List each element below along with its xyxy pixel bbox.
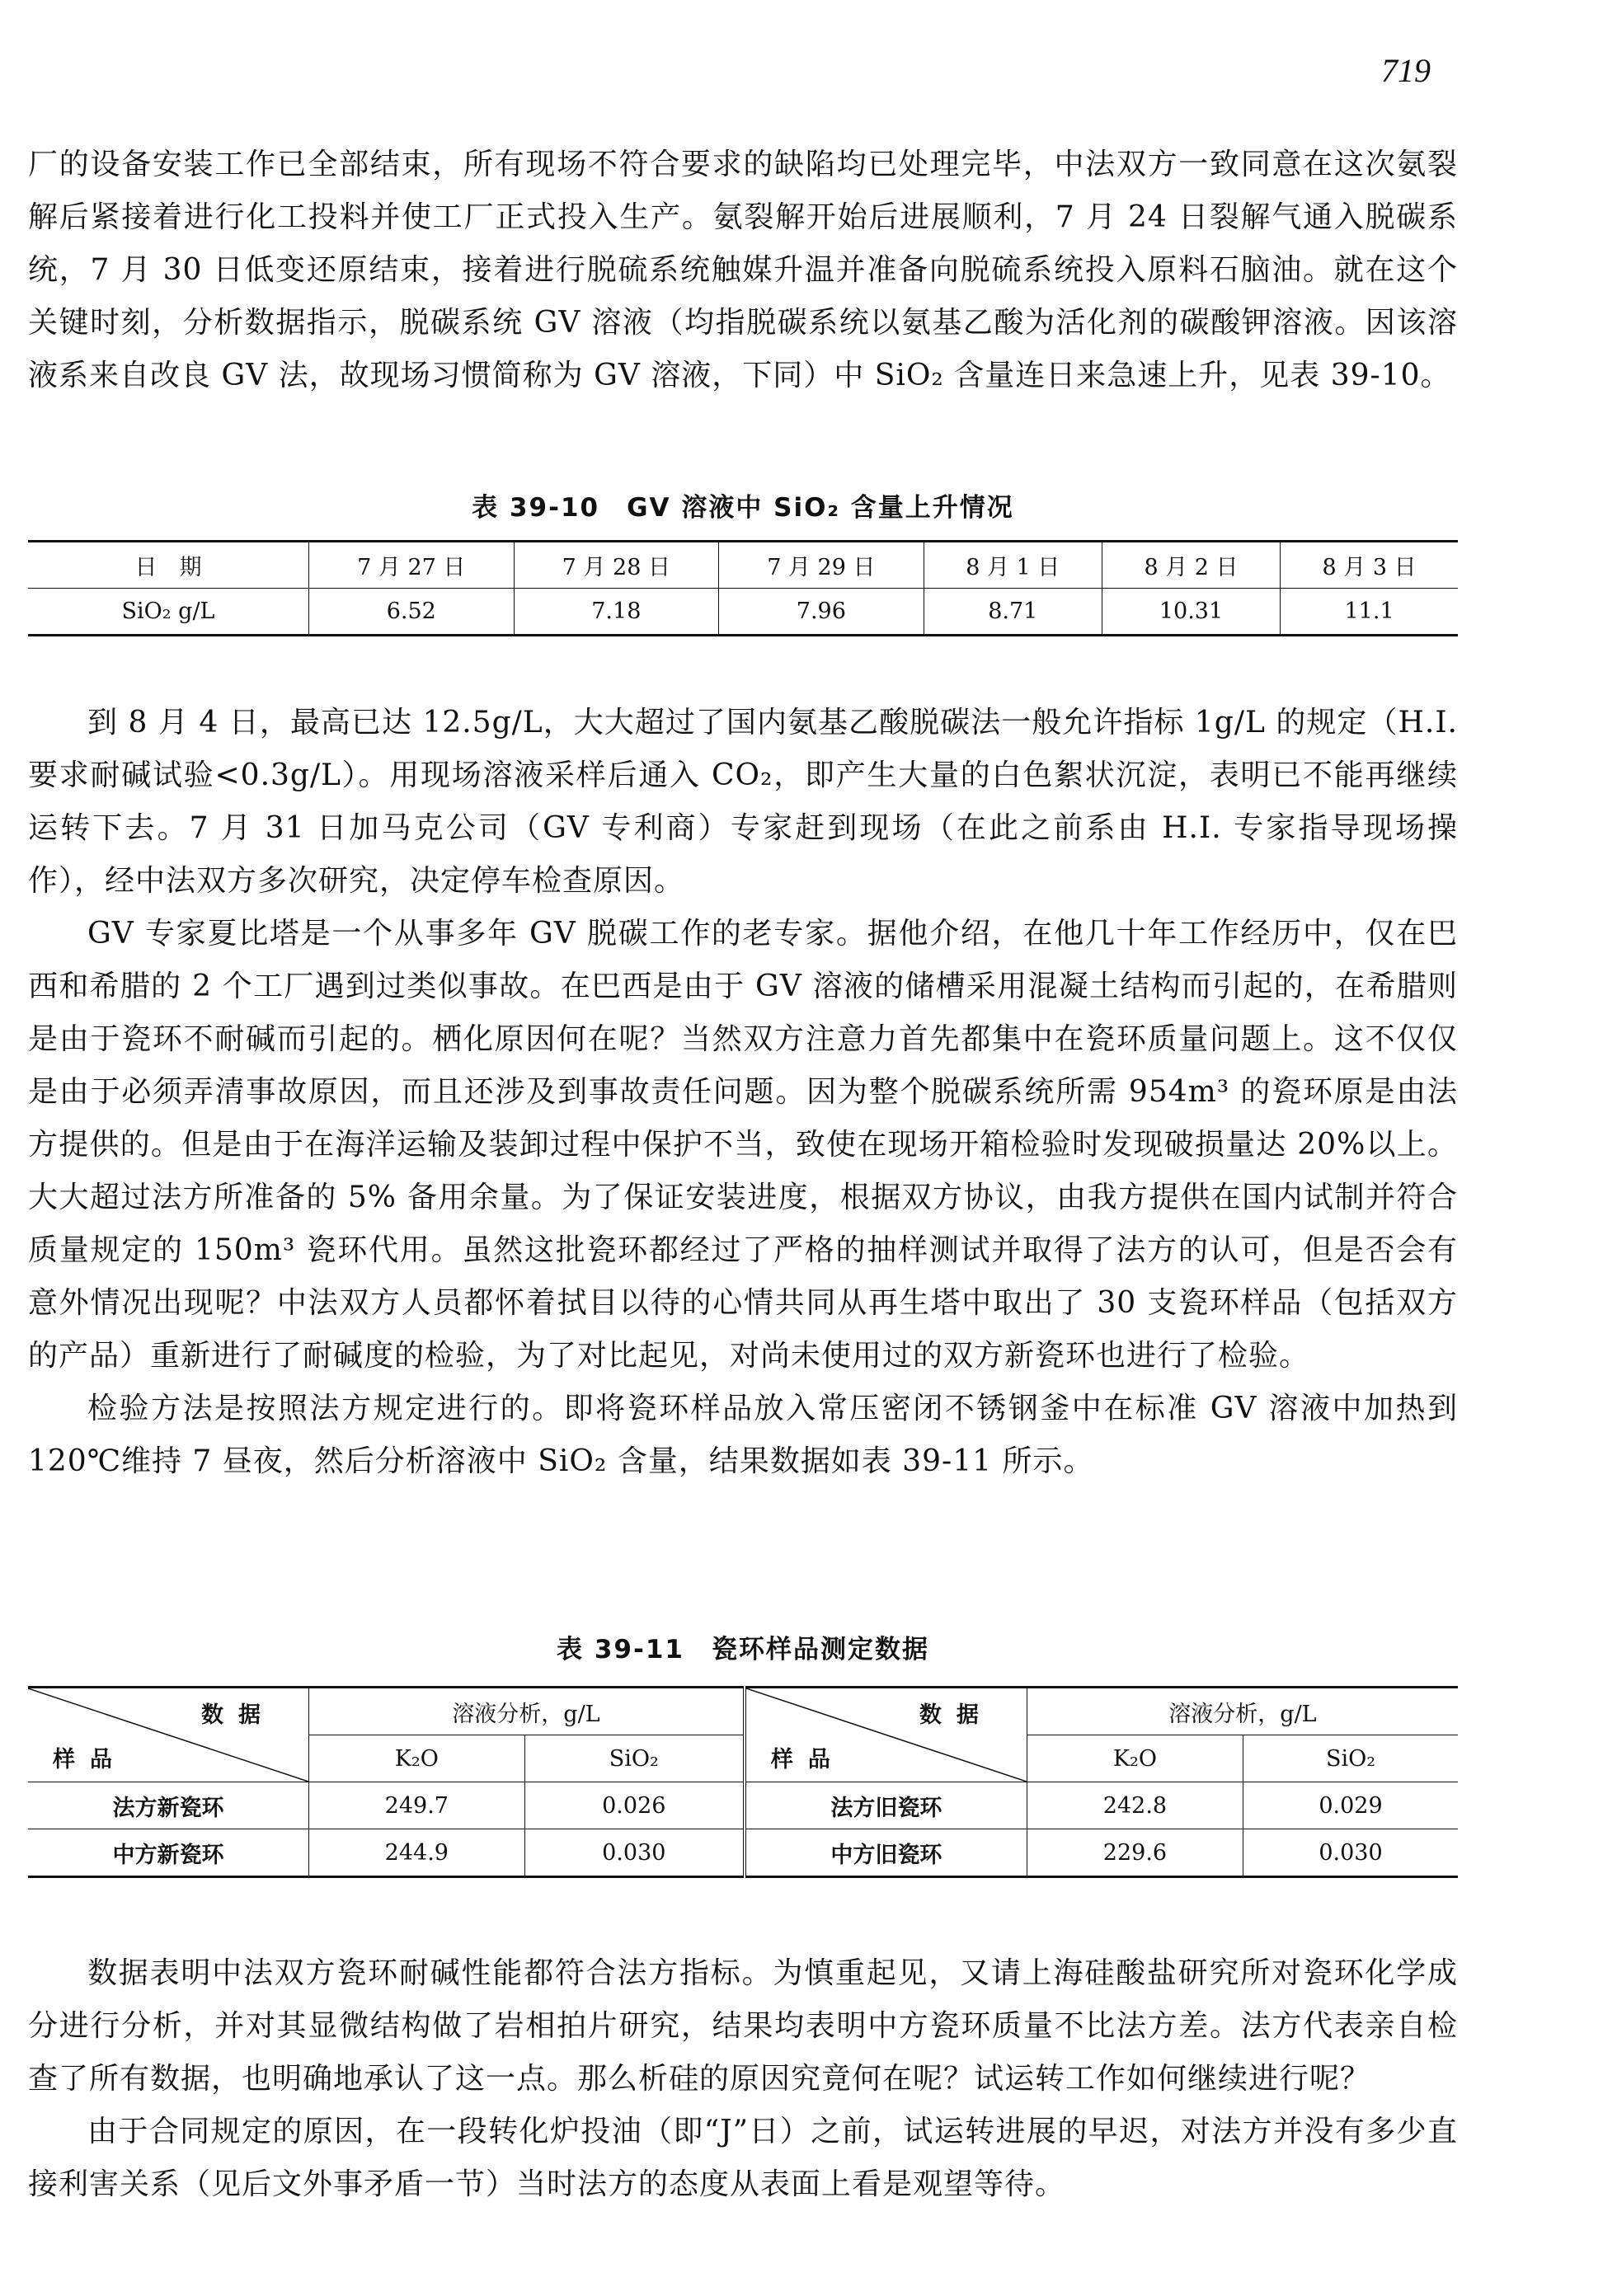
- value-cell: 8.71: [924, 589, 1102, 636]
- k2o-value: 242.8: [1027, 1782, 1243, 1829]
- sample-label: 中方旧瓷环: [745, 1829, 1027, 1877]
- corner-bottom-label: 样品: [770, 1747, 845, 1772]
- value-cell: 7.96: [719, 589, 924, 636]
- table-39-11-caption: 表 39-11 瓷环样品测定数据: [557, 1635, 929, 1664]
- corner-header-left: [28, 1688, 309, 1782]
- paragraph-text: 到 8 月 4 日，最高已达 12.5g/L，大大超过了国内氨基乙酸脱碳法一般允许指标 1g/L 的规定（H.I. 要求耐碱试验<0.3g/L）。用现场溶液采样后通入 CO₂，即产生大量的白色絮状沉淀，表明已不能再继续运转下去。7 月 31 日加马克公司（GV 专利商）专家赶到现场（在此之前系由 H.I. 专家指导现场操作），经中法双方多次研究，决定停车检查原因。: [28, 706, 1458, 898]
- date-cell: 8 月 2 日: [1102, 542, 1280, 589]
- sio2-value: 0.030: [1243, 1829, 1459, 1877]
- paragraph-text: GV 专家夏比塔是一个从事多年 GV 脱碳工作的老专家。据他介绍，在他几十年工作经历中，仅在巴西和希腊的 2 个工厂遇到过类似事故。在巴西是由于 GV 溶液的储槽采用混凝土结构而引起的，在希腊则是由于瓷环不耐碱而引起的。栖化原因何在呢？当然双方注意力首先都集中在瓷环质量问题上。这不仅仅是由于必须弄清事故原因，而且还涉及到事故责任问题。因为整个脱碳系统所需 954m³ 的瓷环原是由法方提供的。但是由于在海洋运输及装卸过程中保护不当，致使在现场开箱检验时发现破损量达 20%以上。大大超过法方所准备的 5% 备用余量。为了保证安装进度，根据双方协议，由我方提供在国内试制并符合质量规定的 150m³ 瓷环代用。虽然这批瓷环都经过了严格的抽样测试并取得了法方的认可，但是否会有意外情况出现呢？中法双方人员都怀着拭目以待的心情共同从再生塔中取出了 30 支瓷环样品（包括双方的产品）重新进行了耐碱度的检验，为了对比起见，对尚未使用过的双方新瓷环也进行了检验。: [28, 917, 1458, 1373]
- corner-bottom-label: 样品: [53, 1747, 127, 1772]
- value-cell: 11.1: [1281, 589, 1458, 636]
- corner-top-label: 数据: [919, 1702, 994, 1728]
- date-cell: 7 月 28 日: [514, 542, 719, 589]
- table-header-row: [28, 1688, 1458, 1735]
- sample-label: 法方旧瓷环: [745, 1782, 1027, 1829]
- col-sio2-header: SiO₂: [524, 1735, 745, 1782]
- paragraph-intro: [28, 139, 1458, 402]
- k2o-value: 229.6: [1027, 1829, 1243, 1877]
- date-cell: 7 月 27 日: [309, 542, 515, 589]
- table-header-row: [28, 542, 1458, 589]
- paragraph-text: 数据表明中法双方瓷环耐碱性能都符合法方指标。为慎重起见，又请上海硅酸盐研究所对瓷环化学成分进行分析，并对其显微结构做了岩相拍片研究，结果均表明中方瓷环质量不比法方差。法方代表亲自检查了所有数据，也明确地承认了这一点。那么析硅的原因究竟何在呢？试运转工作如何继续进行呢？: [28, 1956, 1458, 2096]
- value-cell: 7.18: [514, 589, 719, 636]
- date-cell: 7 月 29 日: [719, 542, 924, 589]
- col-sio2-header: SiO₂: [1243, 1735, 1459, 1782]
- group-header-right: 溶液分析，g/L: [1027, 1688, 1458, 1735]
- sio2-value: 0.026: [524, 1782, 745, 1829]
- paragraph-text: 厂的设备安装工作已全部结束，所有现场不符合要求的缺陷均已处理完毕，中法双方一致同意在这次氨裂解后紧接着进行化工投料并使工厂正式投入生产。氨裂解开始后进展顺利，7 月 24 日裂解气通入脱碳系统，7 月 30 日低变还原结束，接着进行脱硫系统触媒升温并准备向脱硫系统投入原料石脑油。就在这个关键时刻，分析数据指示，脱碳系统 GV 溶液（均指脱碳系统以氨基乙酸为活化剂的碳酸钾溶液。因该溶液系来自改良 GV 法，故现场习惯简称为 GV 溶液，下同）中 SiO₂ 含量连日来急速上升，见表 39-10。: [28, 148, 1458, 392]
- k2o-value: 249.7: [309, 1782, 525, 1829]
- header-date-label: 日 期: [134, 555, 202, 580]
- sample-label: 法方新瓷环: [28, 1782, 309, 1829]
- paragraph-block: [28, 697, 1458, 1488]
- date-cell: 8 月 1 日: [924, 542, 1102, 589]
- sio2-value: 0.029: [1243, 1782, 1459, 1829]
- sio2-rise-table: [28, 540, 1458, 636]
- table-row: [28, 1782, 1458, 1829]
- value-cell: 10.31: [1102, 589, 1280, 636]
- table-row: [28, 1829, 1458, 1877]
- corner-top-label: 数据: [201, 1702, 275, 1728]
- row-label-sio2: SiO₂ g/L: [28, 589, 309, 636]
- sample-label: 中方新瓷环: [28, 1829, 309, 1877]
- date-cell: 8 月 3 日: [1281, 542, 1458, 589]
- paragraph-text: 由于合同规定的原因，在一段转化炉投油（即“J”日）之前，试运转进展的早迟，对法方并没有多少直接利害关系（见后文外事矛盾一节）当时法方的态度从表面上看是观望等待。: [28, 2115, 1458, 2201]
- page-number: 719: [1381, 52, 1431, 89]
- k2o-value: 244.9: [309, 1829, 525, 1877]
- ring-sample-table: [28, 1686, 1458, 1878]
- col-k2o-header: K₂O: [1027, 1735, 1243, 1782]
- col-k2o-header: K₂O: [309, 1735, 525, 1782]
- group-header-left: 溶液分析，g/L: [309, 1688, 745, 1735]
- paragraph-text: 检验方法是按照法方规定进行的。即将瓷环样品放入常压密闭不锈钢釜中在标准 GV 溶液中加热到 120℃维持 7 昼夜，然后分析溶液中 SiO₂ 含量，结果数据如表 39-11 所示。: [28, 1392, 1458, 1478]
- table-39-10-caption: 表 39-10 GV 溶液中 SiO₂ 含量上升情况: [472, 493, 1014, 523]
- table-row: [28, 589, 1458, 636]
- sio2-value: 0.030: [524, 1829, 745, 1877]
- corner-header-right: [745, 1688, 1027, 1782]
- value-cell: 6.52: [309, 589, 515, 636]
- paragraph-block: [28, 1947, 1458, 2211]
